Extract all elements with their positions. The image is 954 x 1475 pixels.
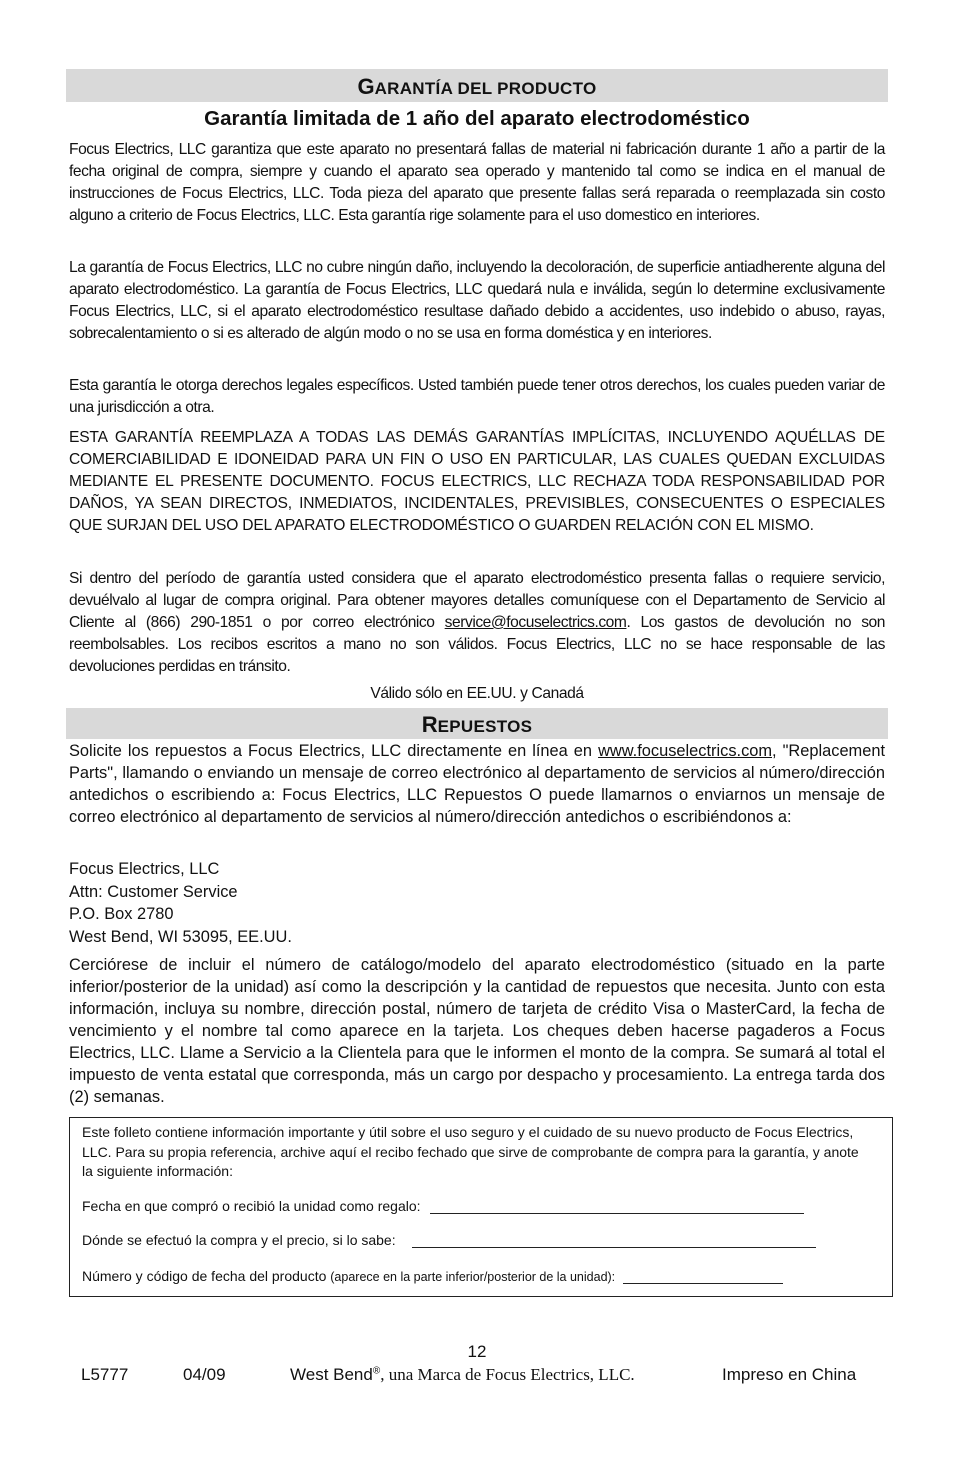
address-line: Attn: Customer Service: [69, 882, 238, 901]
purchase-place-label: Dónde se efectuó la compra y el precio, si lo sabe:: [82, 1232, 396, 1248]
parts-p1-text: Solicite los repuestos a Focus Electrics, LLC directamente en línea en: [69, 742, 599, 760]
parts-section-heading: [66, 708, 888, 739]
purchase-place-field: [82, 1232, 816, 1248]
purchase-date-field: [82, 1198, 804, 1214]
page-number: [0, 1342, 954, 1362]
warranty-paragraph-1: Focus Electrics, LLC garantiza que este aparato no presentará fallas de material ni fabricación durante 1 año a partir de la fecha original de compra, siempre y cuando el aparato sea operado y mantenido tal como se indica en el manual de instrucciones de Focus Electrics, LLC. Toda pieza del aparato que presente fallas será reparada o reemplazada sin costo alguno a criterio de Focus Electrics, LLC. Esta garantía rige solamente para el uso domestico en interiores.: [69, 141, 885, 224]
warranty-subtitle: Garantía limitada de 1 año del aparato electrodoméstico: [204, 107, 750, 130]
warranty-disclaimer: ESTA GARANTÍA REEMPLAZA A TODAS LAS DEMÁS GARANTÍAS IMPLÍCITAS, INCLUYENDO AQUÉLLAS DE COMERCIABILIDAD E IDONEIDAD PARA UN FIN O USO EN PARTICULAR, LAS CUALES QUEDAN EXCLUIDAS MEDIANTE EL PRESENTE DOCUMENTO. FOCUS ELECTRICS, LLC RECHAZA TODA RESPONSABILIDAD POR DAÑOS, YA SEAN DIRECTOS, INMEDIATOS, INCIDENTALES, PREVISIBLES, CONSECUENTES O ESPECIALES QUE SURJAN DEL USO DEL APARATO ELECTRODOMÉSTICO O GUARDEN RELACIÓN CON EL MISMO.: [69, 429, 885, 534]
warranty-heading-initial: G: [357, 74, 375, 99]
brand-tagline: , una Marca de Focus Electrics, LLC.: [380, 1365, 635, 1384]
mailing-address: [69, 858, 292, 948]
product-number-note: (aparece en la parte inferior/posterior de la unidad):: [330, 1270, 616, 1284]
footer-date: 04/09: [183, 1365, 226, 1384]
website-link[interactable]: www.focuselectrics.com: [598, 742, 773, 760]
footer-printed: Impreso en China: [722, 1365, 857, 1384]
purchase-date-label: Fecha en que compró o recibió la unidad como regalo:: [82, 1198, 421, 1214]
address-line: P.O. Box 2780: [69, 905, 174, 923]
record-intro: Este folleto contiene información importante y útil sobre el uso seguro y el cuidado de su nuevo producto de Focus Electrics, LLC. Para su propia referencia, archive aquí el recibo fechado que sirve de comprobante de compra para la garantía, y anote la siguiente información:: [82, 1124, 859, 1179]
footer-model: L5777: [81, 1365, 129, 1384]
purchase-date-blank[interactable]: [430, 1201, 804, 1214]
page-number-text: 12: [467, 1342, 487, 1361]
warranty-p5-text: Si dentro del período de garantía usted considera que el aparato electrodoméstico presenta fallas o requiere servicio, devuélvalo al lugar de compra original. Para obtener mayores detalles comuníquese con el Departamento de Servicio al Cliente al (866) 290-1851 o por correo electrónico: [69, 570, 885, 631]
address-line: Focus Electrics, LLC: [69, 860, 220, 878]
product-number-label: Número y código de fecha del producto: [82, 1268, 327, 1284]
warranty-paragraph-3: Esta garantía le otorga derechos legales específicos. Usted también puede tener otros derechos, los cuales pueden variar de una jurisdicción a otra.: [69, 377, 885, 416]
footer-brand: [290, 1365, 635, 1385]
address-line: West Bend, WI 53095, EE.UU.: [69, 927, 292, 946]
warranty-paragraph-5: [69, 568, 885, 678]
service-email-link[interactable]: service@focuselectrics.com: [444, 614, 627, 631]
purchase-record-box: [69, 1117, 893, 1297]
registered-mark: ®: [372, 1365, 381, 1377]
warranty-p5-text-end: . Los gastos de devolución no son reembolsables. Los recibos escritos a mano no son válidos. Focus Electrics, LLC no se hace responsable de las devoluciones perdidas en tránsito.: [69, 614, 885, 675]
brand-name: West Bend: [290, 1365, 373, 1384]
parts-heading-text: EPUESTOS: [437, 717, 533, 736]
purchase-place-blank[interactable]: [412, 1235, 816, 1248]
warranty-section-heading: [66, 69, 888, 102]
product-number-blank[interactable]: [623, 1271, 783, 1284]
parts-paragraph-2: Cerciórese de incluir el número de catálogo/modelo del aparato electrodoméstico (situado en la parte inferior/posterior de la unidad) así como la descripción y la cantidad de repuestos que necesita. Junto con esta información, incluya su nombre, dirección postal, número de tarjeta de crédito Visa o MasterCard, la fecha de vencimiento y el nombre tal como aparece en la tarjeta. Los cheques deben hacerse pagaderos a Focus Electrics, LLC. Llame a Servicio a la Clientela para que le informen el monto de la compra. Se sumará al total el impuesto de venta estatal que corresponda, más un cargo por despacho y procesamiento. La entrega tarda dos (2) semanas.: [69, 956, 885, 1106]
warranty-paragraph-2: La garantía de Focus Electrics, LLC no cubre ningún daño, incluyendo la decoloración, de superficie antiadherente alguna del aparato electrodoméstico. La garantía de Focus Electrics, LLC quedará nula e inválida, según lo determine exclusivamente Focus Electrics, LLC, si el aparato electrodoméstico resultase dañado debido a accidentes, uso indebido o abuso, rayas, sobrecalentamiento o si es alterado de algún modo o no se usa en forma doméstica y en interiores.: [69, 259, 885, 342]
product-number-field: [82, 1268, 783, 1284]
parts-p1-text-end: , "Replacement Parts", llamando o enviando un mensaje de correo electrónico al departamento de servicios al número/dirección antedichos o escribiendo a: Focus Electrics, LLC Repuestos O puede llamarnos o enviarnos un mensaje de correo electrónico al departamento de servicios al número/dirección antedichos o escribiéndonos a:: [69, 742, 885, 826]
validity-note: Válido sólo en EE.UU. y Canadá: [370, 685, 584, 702]
parts-paragraph-1: [69, 740, 885, 828]
warranty-heading-text: ARANTÍA DEL PRODUCTO: [374, 79, 597, 98]
parts-heading-initial: R: [421, 712, 438, 737]
